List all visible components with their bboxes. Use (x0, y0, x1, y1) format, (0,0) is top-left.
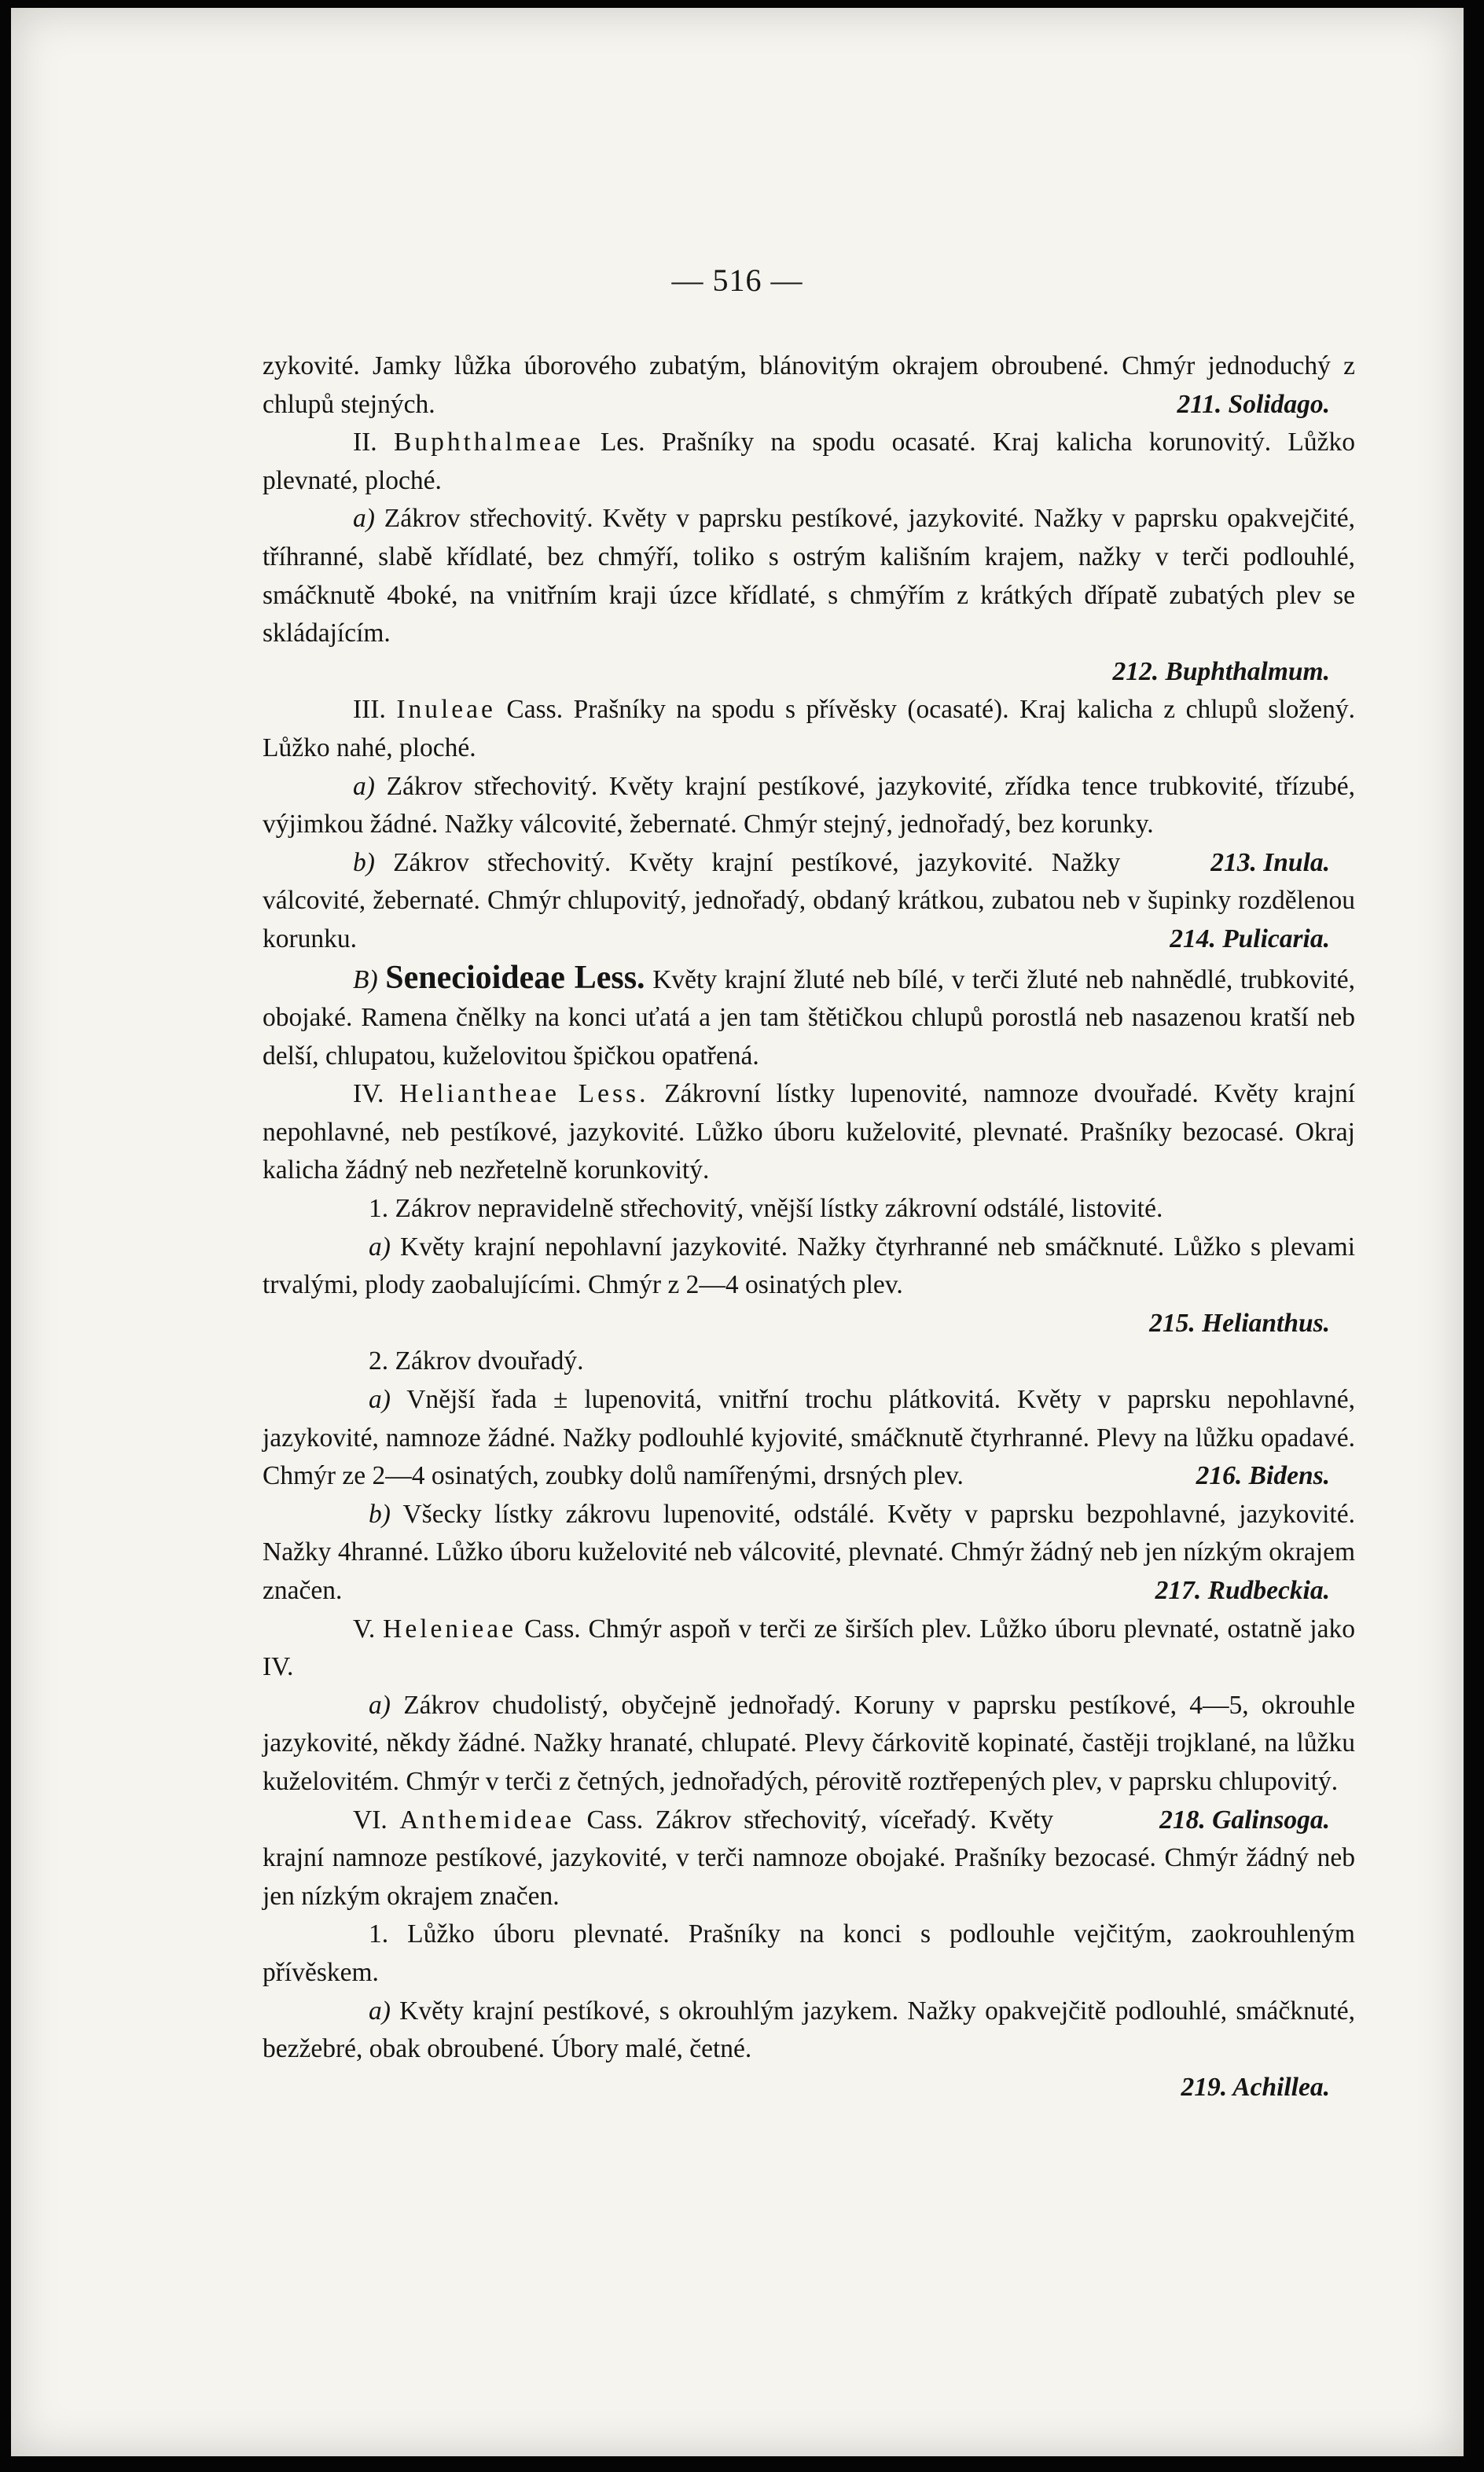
genus-name: 218. Galinsoga. (1159, 1805, 1330, 1835)
item-label: 2. (369, 1346, 389, 1376)
paragraph-text: Všecky lístky zákrovu lupenovité, odstálé. Květy v paprsku bezpohlavné, jazykovité. Nažky 4hranné. Lůžko úboru kuželovité neb válcovité, plevnaté. Chmýr žádný neb jen nízkým okrajem značen. (263, 1499, 1355, 1605)
genus-name: 211. Solidago. (1177, 389, 1330, 419)
item-label: 1. (369, 1194, 389, 1224)
paragraph-text: Cass. Prašníky na spodu s přívěsky (ocasaté). Kraj kalicha z chlupů složený. Lůžko nahé, ploché. (263, 695, 1356, 762)
tribe-name: Helenieae (383, 1614, 517, 1644)
paragraph-text: Cass. Chmýr aspoň v terči ze širších plev. Lůžko úboru plevnaté, ostatně jako IV. (263, 1614, 1355, 1682)
section-number: III. (353, 695, 386, 725)
paragraph-text: Cass. Zákrov střechovitý, víceřadý. Květy krajní namnoze pestíkové, jazykovité, v terči namnoze obojaké. Prašníky bezocasé. Chmýr žádný neb jen nízkým okrajem značen. (263, 1805, 1355, 1911)
tribe-name: Anthemideae (399, 1805, 575, 1835)
paragraph-text: Les. Prašníky na spodu ocasaté. Kraj kalicha korunovitý. Lůžko plevnaté, ploché. (263, 428, 1356, 495)
paragraph-text: Květy krajní pestíkové, s okrouhlým jazykem. Nažky opakvejčitě podlouhlé, smáčknuté, bezžebré, obak obroubené. Úbory malé, četné. (263, 1996, 1356, 2064)
paragraph-text: Zákrov střechovitý. Květy krajní pestíkové, jazykovité, zřídka tence trubkovité, třízubé, výjimkou žádné. Nažky válcovité, žebernaté. Chmýr stejný, jednořadý, bez korunky. (263, 771, 1356, 839)
tribe-name: Inuleae (396, 695, 496, 725)
paragraph (263, 1190, 1355, 1229)
paragraph-text: Lůžko úboru plevnaté. Prašníky na konci s podlouhle vejčitým, zaokrouhleným přívěskem. (263, 1919, 1355, 1987)
paragraph-text: Zákrov dvouřadý. (395, 1346, 584, 1376)
paragraph (263, 768, 1356, 877)
item-label: a) (369, 1232, 391, 1262)
tribe-name: Heliantheae Less. (399, 1079, 649, 1109)
paragraph (263, 1916, 1355, 1992)
item-label: a) (353, 504, 375, 534)
tribe-name: Buphthalmeae (394, 428, 584, 457)
paragraph (263, 1381, 1355, 1496)
section-number: IV. (353, 1079, 384, 1109)
item-label: b) (353, 847, 375, 877)
paragraph (263, 500, 1355, 691)
paragraph-text: Květy krajní nepohlavní jazykovité. Nažky čtyrhranné neb smáčknuté. Lůžko s plevami trvalými, plody zaobalujícími. Chmýr z 2—4 osinatých plev. (263, 1232, 1356, 1300)
item-label: a) (369, 1690, 391, 1720)
paragraph (263, 1993, 1355, 2107)
paragraph (263, 1611, 1355, 1687)
book-page (11, 8, 1464, 2456)
paragraph (263, 1229, 1355, 1343)
paragraph-text: Zákrov střechovitý. Květy v paprsku pestíkové, jazykovité. Nažky v paprsku opakvejčité, tříhranné, slabě křídlaté, bez chmýří, toliko s ostrým kališním krajem, nažky v terči podlouhlé, smáčknutě 4boké, na vnitřním kraji úzce křídlaté, s chmýřím z krátkých dřípatě zubatých plev se skládajícím. (263, 504, 1355, 648)
item-label: a) (353, 771, 375, 801)
page-text (263, 347, 1355, 2107)
paragraph (263, 424, 1355, 500)
paragraph (263, 347, 1355, 424)
page-number: — 516 — (671, 263, 803, 298)
genus-name: 213. Inula. (1210, 847, 1330, 877)
paragraph (263, 1496, 1355, 1611)
paragraph-text: Květy krajní žluté neb bílé, v terči žluté neb nahnědlé, trubkovité, obojaké. Ramena čnělky na konci uťatá a jen tam štětičkou chlupů porostlá neb nasazenou kratší neb delší, chlupatou, kuželovitou špičkou opatřená. (263, 964, 1356, 1071)
section-number: V. (353, 1614, 376, 1644)
genus-name: 219. Achillea. (1181, 2072, 1330, 2102)
paragraph-text: Zákrov střechovitý. Květy krajní pestíkové, jazykovité. Nažky válcovité, žebernaté. Chmýr chlupovitý, jednořadý, obdaný krátkou, zubatou neb v šupinky rozdělenou korunku. (263, 847, 1355, 953)
paragraph-text: Vnější řada ± lupenovitá, vnitřní trochu plátkovitá. Květy v paprsku nepohlavné, jazykovité, namnoze žádné. Nažky podlouhlé kyjovité, smáčknutě čtyrhranné. Plevy na lůžku opadavé. Chmýr ze 2—4 osinatých, zoubky dolů namířenými, drsných plev. (263, 1385, 1355, 1491)
genus-name: 216. Bidens. (1196, 1461, 1330, 1491)
section-number: II. (353, 428, 377, 457)
subfamily-name: Senecioideae Less. (385, 959, 645, 996)
genus-name: 212. Buphthalmum. (1112, 656, 1330, 686)
genus-name: 217. Rudbeckia. (1155, 1576, 1330, 1605)
paragraph (263, 691, 1355, 767)
item-label: B) (353, 964, 378, 994)
item-label: 1. (369, 1919, 389, 1949)
genus-name: 215. Helianthus. (1149, 1308, 1330, 1338)
paragraph (263, 1075, 1355, 1190)
paragraph (263, 1343, 1355, 1381)
item-label: a) (369, 1385, 391, 1415)
paragraph-text: Zákrov chudolistý, obyčejně jednořadý. Koruny v paprsku pestíkové, 4—5, okrouhle jazykovité, někdy žádné. Nažky hranaté, chlupaté. Plevy čárkovitě kopinaté, častěji trojklané, na lůžku kuželovitém. Chmýr v terči z četných, jednořadých, pérovitě roztřepených plev, v paprsku chlupovitý. (263, 1690, 1356, 1796)
genus-name: 214. Pulicaria. (1170, 924, 1330, 953)
item-label: a) (369, 1996, 391, 2026)
paragraph-text: zykovité. Jamky lůžka úborového zubatým, blánovitým okrajem obroubené. Chmýr jednoduchý z chlupů stejných. (263, 351, 1355, 419)
paragraph-text: Zákrovní lístky lupenovité, namnoze dvouřadé. Květy krajní nepohlavné, neb pestíkové, jazykovité. Lůžko úboru kuželovité, plevnaté. Prašníky bezocasé. Okraj kalicha žádný neb nezřetelně korunkovitý. (263, 1079, 1356, 1185)
paragraph (263, 959, 1355, 1076)
section-number: VI. (353, 1805, 388, 1835)
paragraph-text: Zákrov nepravidelně střechovitý, vnější lístky zákrovní odstálé, listovité. (395, 1194, 1163, 1224)
item-label: b) (369, 1499, 391, 1529)
